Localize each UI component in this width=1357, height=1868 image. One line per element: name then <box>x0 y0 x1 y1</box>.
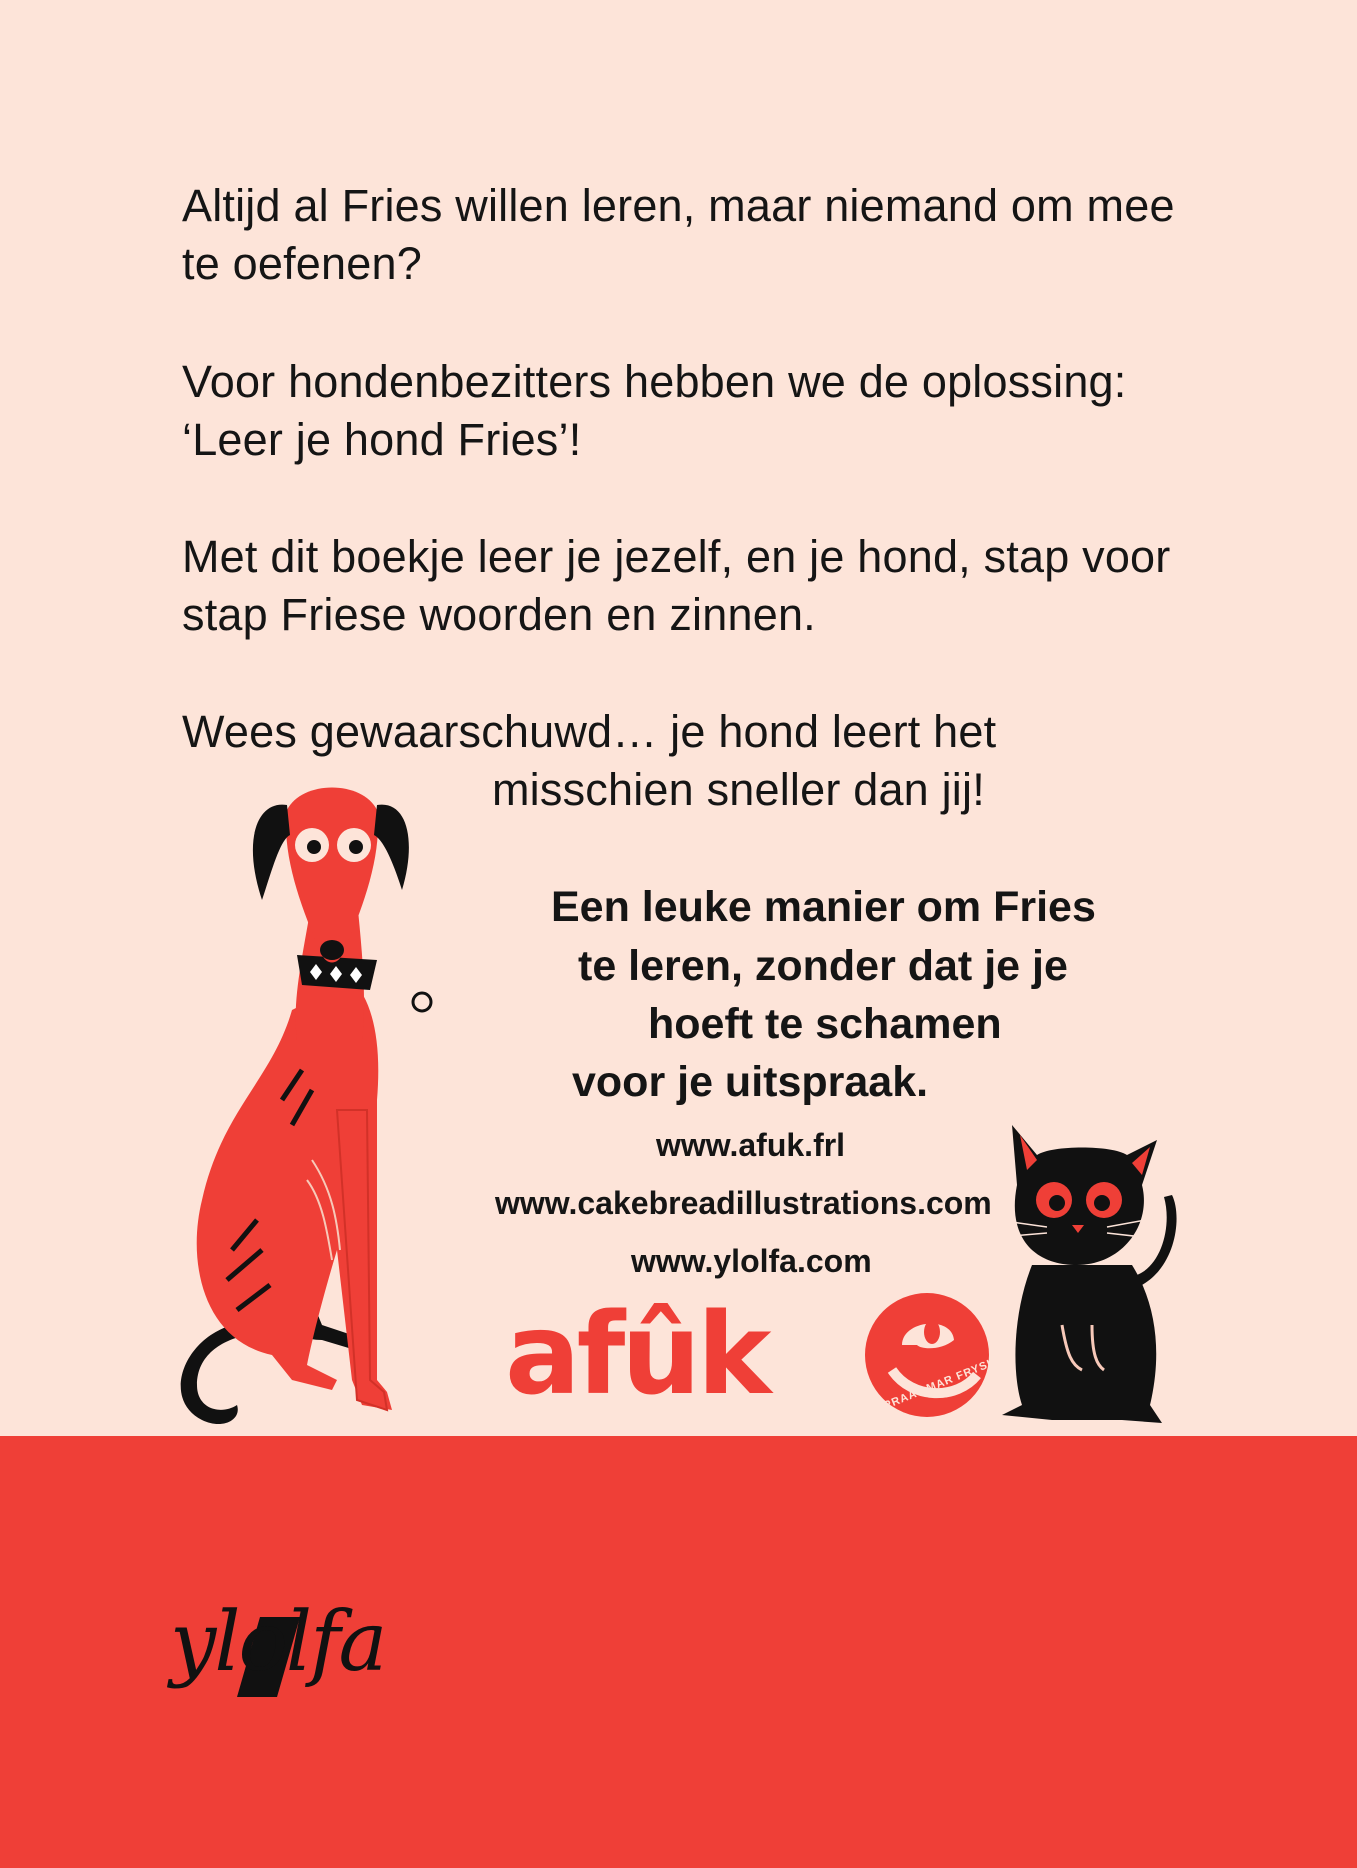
intro-paragraph-3: Met dit boekje leer je jezelf, en je hond, stap voor stap Friese woorden en zinnen. <box>182 531 1171 640</box>
seal-text: PRAAT MAR FRYSK <box>882 1355 998 1413</box>
intro-paragraph-4-line-2: misschien sneller dan jij! <box>492 764 985 815</box>
intro-paragraph-2: Voor hondenbezitters hebben we de oplossing: ‘Leer je hond Fries’! <box>182 356 1127 465</box>
ylolfa-logo: ylolfa <box>170 1595 386 1690</box>
url-cakebread[interactable]: www.cakebreadillustrations.com <box>495 1185 992 1221</box>
url-ylolfa[interactable]: www.ylolfa.com <box>631 1243 872 1279</box>
tagline-line-4: voor je uitspraak. <box>572 1058 929 1106</box>
intro-paragraph-4-line-1: Wees gewaarschuwd… je hond leert het <box>182 706 997 757</box>
tagline-line-3: hoeft te schamen <box>648 1000 1002 1048</box>
afuk-logo: afûk <box>505 1290 768 1420</box>
dog-illustration <box>162 780 482 1430</box>
cat-illustration <box>992 1115 1192 1425</box>
url-afuk[interactable]: www.afuk.frl <box>656 1127 846 1163</box>
tagline-line-1: Een leuke manier om Fries <box>551 883 1096 931</box>
intro-paragraph-1: Altijd al Fries willen leren, maar niemand om mee te oefenen? <box>182 180 1175 289</box>
tagline-line-2: te leren, zonder dat je je <box>578 942 1068 990</box>
